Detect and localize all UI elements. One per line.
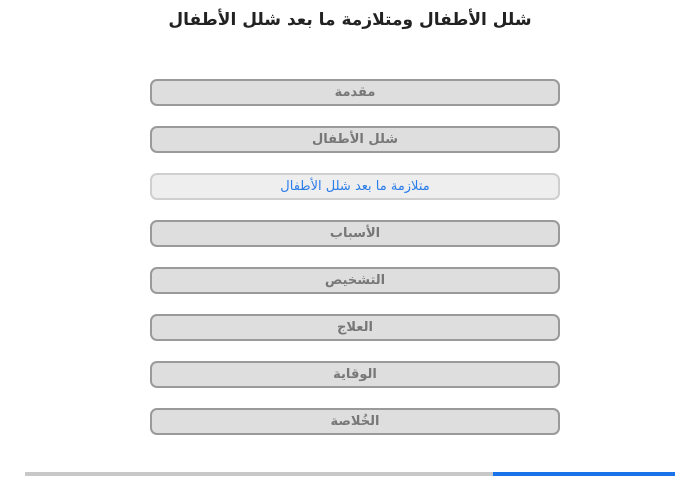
nav-button-prevention[interactable] [150, 361, 560, 388]
nav-button-post-polio-syndrome[interactable] [150, 173, 560, 200]
progress-bar-fill [493, 472, 675, 476]
section-nav [150, 79, 560, 455]
nav-button-label: العلاج [337, 320, 373, 335]
nav-button-polio[interactable] [150, 126, 560, 153]
nav-button-summary[interactable] [150, 408, 560, 435]
nav-button-label: التشخيص [324, 273, 386, 288]
nav-button-diagnosis[interactable] [150, 267, 560, 294]
nav-button-treatment[interactable] [150, 314, 560, 341]
nav-button-label: متلازمة ما بعد شلل الأطفال [280, 179, 430, 194]
progress-bar [25, 472, 675, 476]
nav-button-label: شلل الأطفال [311, 132, 399, 147]
nav-button-label: الأسباب [329, 226, 381, 241]
nav-button-causes[interactable] [150, 220, 560, 247]
nav-button-label: الخُلاصة [330, 414, 380, 429]
nav-button-label: مقدمة [334, 85, 376, 100]
nav-button-label: الوقاية [333, 367, 377, 382]
nav-button-introduction[interactable] [150, 79, 560, 106]
page-title: شلل الأطفال ومتلازمة ما بعد شلل الأطفال [168, 10, 532, 30]
